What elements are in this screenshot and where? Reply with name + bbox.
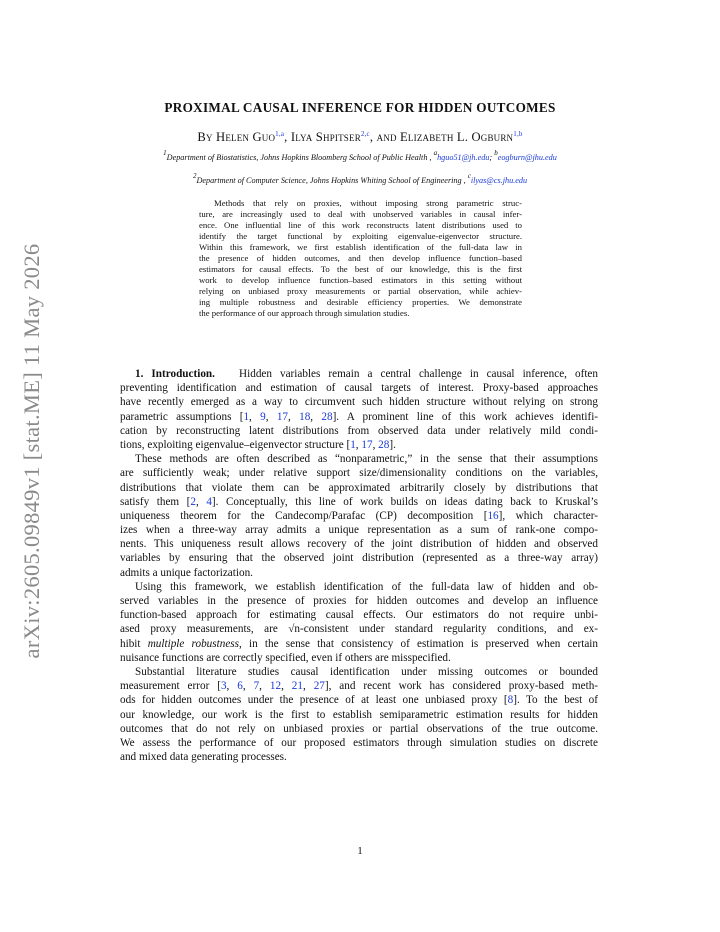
abstract-line: ing multiple robustness and desirable efficiency properties. We demonstrate bbox=[199, 297, 522, 308]
body-line: cation by reconstructing latent distributions from observed data under relatively mild condi- bbox=[120, 424, 598, 437]
abstract-line: relying on unbiased proxy measurements or partial observation, while achiev- bbox=[199, 286, 522, 297]
body-line: served variables in the presence of proxies for hidden outcomes and develop an influence bbox=[120, 595, 598, 607]
author-shpitser: Ilya Shpitser bbox=[290, 130, 361, 144]
citation-link[interactable]: 28 bbox=[321, 410, 333, 423]
citation-link[interactable]: 16 bbox=[487, 509, 499, 522]
body-line: function-based approach for estimating causal effects. Our estimators do not require unbi- bbox=[120, 609, 598, 622]
body-line: hibit multiple robustness, in the sense that consistency of estimation is preserved when certain bbox=[120, 637, 598, 650]
body-line: admits a unique factorization. bbox=[120, 566, 253, 579]
author-sep-2: , and bbox=[369, 130, 401, 144]
body-line: measurement error [3, 6, 7, 12, 21, 27], and recent work has considered proxy-based meth- bbox=[120, 680, 599, 693]
abstract-line: Methods that rely on proxies, without imposing strong parametric struc- bbox=[214, 198, 522, 208]
body-line: Substantial literature studies causal identification under missing outcomes or bounded bbox=[135, 665, 598, 678]
author-ogburn-sup[interactable]: 1,b bbox=[513, 130, 523, 138]
abstract-line: Within this framework, we first establish identification of the full-data law in bbox=[199, 242, 522, 253]
body-line: outcomes that do not rely on unbiased proxies or partial observations of the true outcome. bbox=[120, 722, 598, 735]
abstract-line: identify the target functional by exploiting eigenvalue-eigenvector structure. bbox=[199, 231, 522, 242]
aff2-email-c-sup: c bbox=[467, 172, 471, 180]
author-guo-sup[interactable]: 1,a bbox=[275, 130, 285, 138]
body-line: satisfy them [2, 4]. Conceptually, this line of work builds on ideas dating back to Kruskal’s bbox=[120, 495, 599, 508]
citation-link[interactable]: 21 bbox=[291, 680, 303, 693]
citation-link[interactable]: 4 bbox=[206, 495, 212, 508]
body-line: ods for hidden outcomes under the presence of at least one unbiased proxy [8]. To the best of bbox=[120, 694, 598, 707]
body-line: izes when a three-way array admits a unique representation as a sum of rank-one compo- bbox=[120, 524, 598, 537]
aff1-sup: 1 bbox=[163, 149, 167, 157]
introduction-section bbox=[120, 367, 598, 764]
citation-link[interactable]: 7 bbox=[253, 680, 260, 693]
aff2-sup: 2 bbox=[192, 172, 197, 180]
citation-link[interactable]: 17 bbox=[276, 410, 289, 423]
body-line: parametric assumptions [1, 9, 17, 18, 28]. A prominent line of this work achieves identifi- bbox=[120, 410, 599, 423]
emphasis-text: multiple robustness bbox=[147, 637, 240, 650]
aff2-text: Department of Computer Science, Johns Hopkins Whiting School of Engineering , bbox=[196, 176, 468, 185]
affiliation-2 bbox=[0, 172, 720, 185]
body-line: nuisance functions are correctly specified, even if others are misspecified. bbox=[120, 651, 451, 664]
body-line: We assess the performance of our proposed estimators through simulation studies on discrete bbox=[120, 736, 598, 749]
body-line: 1. Introduction. Hidden variables remain a central challenge in causal inference, often bbox=[135, 368, 598, 380]
section-heading: 1. Introduction. bbox=[135, 368, 215, 380]
author-ogburn: Elizabeth L. Ogburn bbox=[400, 130, 514, 144]
abstract-line: work to develop influence function–based estimators in this setting without bbox=[199, 275, 522, 286]
page-number: 1 bbox=[357, 845, 363, 857]
body-line: variables by ensuring that the observed joint distribution (represented as a three-way array) bbox=[120, 552, 598, 565]
citation-link[interactable]: 17 bbox=[361, 438, 373, 451]
arxiv-id-text: arXiv:2605.09849v1 [stat.ME] 11 May 2026 bbox=[19, 243, 44, 659]
citation-link[interactable]: 6 bbox=[237, 680, 243, 693]
author-sep-1: , bbox=[284, 130, 291, 144]
email-link-eogburn[interactable]: eogburn@jhu.edu bbox=[497, 153, 557, 162]
body-line: and mixed data generating processes. bbox=[120, 751, 287, 764]
body-line: distributions that violate them can be approximated arbitrarily closely by distributions that bbox=[120, 481, 598, 494]
citation-link[interactable]: 1 bbox=[350, 438, 356, 451]
aff1-email-b-sup: b bbox=[494, 149, 498, 157]
abstract-line: the presence of hidden outcomes, and then develop influence function–based bbox=[199, 253, 522, 264]
body-line: tions, exploiting eigenvalue–eigenvector structure [1, 17, 28]. bbox=[120, 438, 396, 451]
body-line: uniqueness theorem for the Candecomp/Parafac (CP) decomposition [16], which character- bbox=[120, 509, 598, 522]
abstract-line: estimators for causal effects. To the best of our knowledge, this is the first bbox=[199, 264, 522, 275]
author-guo: Helen Guo bbox=[216, 130, 276, 144]
aff1-sep: ; bbox=[489, 153, 495, 162]
body-line: preventing identification and estimation of causal targets of interest. Proxy-based approaches bbox=[120, 382, 598, 395]
arxiv-stamp bbox=[12, 243, 52, 659]
citation-link[interactable]: 1 bbox=[243, 410, 250, 423]
body-line: ased proxy measurements, are √n-consistent under standard regularity conditions, and ex- bbox=[120, 623, 598, 636]
aff1-email-a-sup: a bbox=[433, 149, 438, 157]
abstract bbox=[199, 198, 522, 320]
body-line: our knowledge, our work is the first to establish semiparametric estimation results for hidden bbox=[120, 708, 598, 721]
body-line: These methods are often described as “nonparametric,” in the sense that their assumptions bbox=[135, 453, 598, 466]
aff1-text: Department of Biostatistics, Johns Hopkins Bloomberg School of Public Health , bbox=[166, 153, 434, 162]
sqrt-n-math: √n bbox=[288, 623, 301, 636]
abstract-line: ence. One influential line of this work reconstructs latent distributions used to bbox=[199, 220, 522, 231]
email-link-hguo[interactable]: hguo51@jh.edu bbox=[437, 153, 490, 162]
paper-title: PROXIMAL CAUSAL INFERENCE FOR HIDDEN OUTCOMES bbox=[164, 100, 556, 115]
body-line: Using this framework, we establish identification of the full-data law of hidden and ob- bbox=[135, 580, 598, 593]
citation-link[interactable]: 27 bbox=[313, 680, 325, 693]
citation-link[interactable]: 3 bbox=[220, 680, 227, 693]
abstract-line: ture, are increasingly used to deal with unobserved variables in causal infer- bbox=[199, 209, 522, 220]
body-line: nents. This uniqueness result allows recovery of the joint distribution of hidden and observed bbox=[120, 538, 598, 551]
author-prefix: By bbox=[197, 130, 217, 144]
citation-link[interactable]: 2 bbox=[190, 495, 196, 508]
citation-link[interactable]: 28 bbox=[378, 438, 390, 451]
body-line: are sufficiently weak; under relative support size/dimensionality conditions on the variables, bbox=[120, 467, 598, 480]
body-line: have recently emerged as a way to circumvent such hidden structure without relying on strong bbox=[120, 396, 598, 409]
author-list bbox=[0, 130, 720, 145]
citation-link[interactable]: 12 bbox=[269, 680, 282, 693]
email-link-ilyas[interactable]: ilyas@cs.jhu.edu bbox=[470, 176, 528, 185]
affiliation-1 bbox=[0, 149, 720, 162]
citation-link[interactable]: 18 bbox=[299, 410, 311, 423]
citation-link[interactable]: 9 bbox=[260, 410, 266, 423]
author-shpitser-sup[interactable]: 2,c bbox=[360, 130, 370, 138]
abstract-line: the performance of our approach through simulation studies. bbox=[199, 308, 410, 319]
citation-link[interactable]: 8 bbox=[507, 694, 514, 707]
